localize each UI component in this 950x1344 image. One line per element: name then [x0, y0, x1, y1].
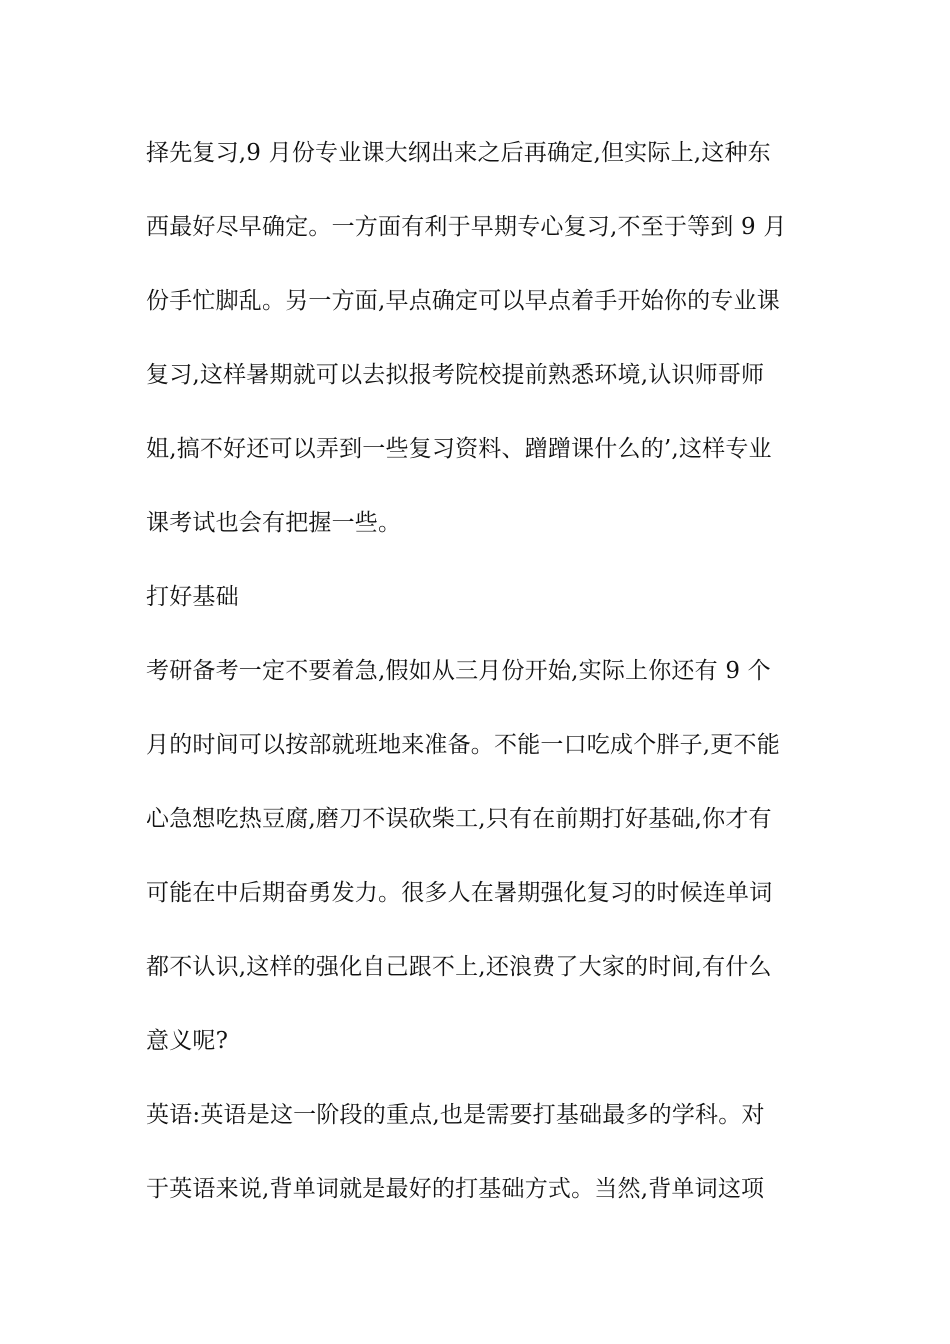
text-line: 西最好尽早确定。一方面有利于早期专心复习,不至于等到 9 月	[146, 214, 787, 240]
text-line: 复习,这样暑期就可以去拟报考院校提前熟悉环境,认识师哥师	[146, 362, 765, 388]
section-heading: 打好基础	[146, 584, 239, 610]
text-line: 意义呢?	[146, 1028, 229, 1054]
text-line: 都不认识,这样的强化自己跟不上,还浪费了大家的时间,有什么	[146, 954, 772, 980]
text-line: 择先复习,9 月份专业课大纲出来之后再确定,但实际上,这种东	[146, 140, 771, 166]
text-line: 姐,搞不好还可以弄到一些复习资料、蹭蹭课什么的’,这样专业	[146, 436, 772, 462]
text-line: 课考试也会有把握一些。	[146, 510, 402, 536]
text-line: 月的时间可以按部就班地来准备。不能一口吃成个胖子,更不能	[146, 732, 780, 758]
text-line: 可能在中后期奋勇发力。很多人在暑期强化复习的时候连单词	[146, 880, 773, 906]
text-line: 心急想吃热豆腐,磨刀不误砍柴工,只有在前期打好基础,你才有	[146, 806, 772, 832]
text-line: 英语:英语是这一阶段的重点,也是需要打基础最多的学科。对	[146, 1102, 765, 1128]
text-line: 份手忙脚乱。另一方面,早点确定可以早点着手开始你的专业课	[146, 288, 780, 314]
document-body	[146, 128, 810, 1238]
text-line: 考研备考一定不要着急,假如从三月份开始,实际上你还有 9 个	[146, 658, 771, 684]
text-line: 于英语来说,背单词就是最好的打基础方式。当然,背单词这项	[146, 1176, 765, 1202]
